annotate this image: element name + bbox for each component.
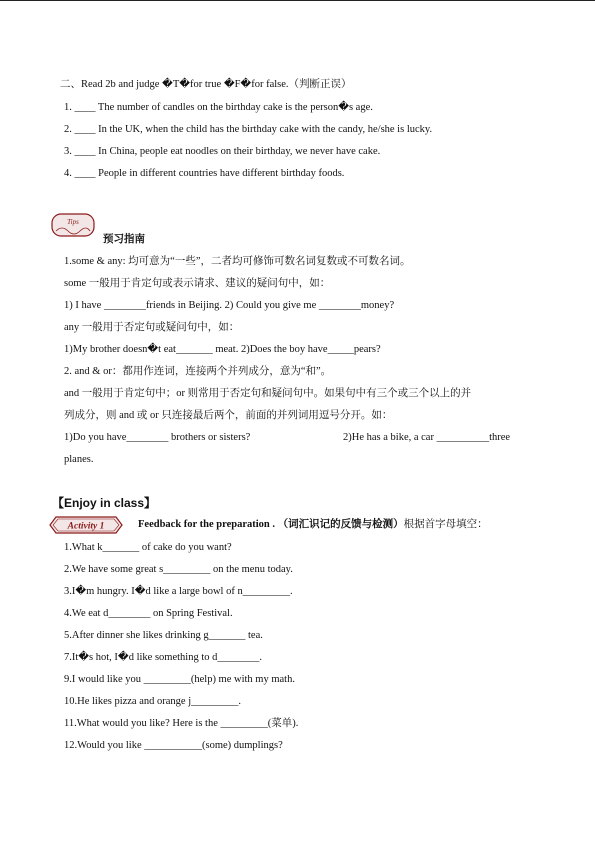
tips-line-3: 1) I have ________friends in Beijing. 2) Could you give me ________money? (64, 300, 395, 311)
enjoy-item-5: 5.After dinner she likes drinking g_______ tea. (64, 630, 263, 641)
tips-line-9a: 1)Do you have________ brothers or sisters? (64, 432, 251, 443)
enjoy-item-4: 4.We eat d________ on Spring Festival. (64, 608, 233, 619)
enjoy-item-10: 10.He likes pizza and orange j_________. (64, 696, 241, 707)
enjoy-item-2: 2.We have some great s_________ on the menu today. (64, 564, 293, 575)
enjoy-item-7: 7.It�s hot, I�d like something to d________. (64, 652, 262, 663)
top-rule (0, 0, 595, 1)
judge-item-4: 4. ____ People in different countries have different birthday foods. (64, 168, 345, 179)
activity-badge-icon (46, 514, 126, 536)
feedback-line (138, 518, 488, 532)
tips-line-1: 1.some & any: 均可意为“一些”，二者均可修饰可数名词复数或不可数名词。 (64, 256, 411, 267)
tips-badge-text: Tips (67, 218, 79, 226)
section2-title: 二、Read 2b and judge �T�for true �F�for false.（判断正误） (60, 79, 352, 90)
feedback-cn-rest: 根据首字母填空： (403, 519, 488, 530)
enjoy-heading: 【Enjoy in class】 (52, 496, 157, 510)
tips-line-6: 2. and & or：都用作连词，连接两个并列成分，意为“和”。 (64, 366, 332, 377)
tips-line-4: any 一般用于否定句或疑问句中，如： (64, 322, 240, 333)
enjoy-item-12: 12.Would you like ___________(some) dumplings? (64, 740, 283, 751)
feedback-title: Feedback for the preparation . (138, 519, 275, 530)
feedback-cn-bold: （词汇识记的反馈与检测） (277, 519, 404, 530)
judge-item-3: 3. ____ In China, people eat noodles on their birthday, we never have cake. (64, 146, 381, 157)
tips-line-2: some 一般用于肯定句或表示请求、建议的疑问句中，如： (64, 278, 331, 289)
activity-badge-text: Activity 1 (67, 521, 105, 532)
enjoy-item-11: 11.What would you like? Here is the _________(菜单). (64, 718, 299, 729)
enjoy-item-9: 9.I would like you _________(help) me with my math. (64, 674, 295, 685)
enjoy-item-1: 1.What k_______ of cake do you want? (64, 542, 232, 553)
tips-badge-icon (50, 211, 96, 239)
judge-item-1: 1. ____ The number of candles on the birthday cake is the person�s age. (64, 102, 373, 113)
tips-line-8: 列成分，则 and 或 or 只连接最后两个，前面的并列词用逗号分开。如： (64, 410, 393, 421)
judge-item-2: 2. ____ In the UK, when the child has the birthday cake with the candy, he/she is lucky. (64, 124, 433, 135)
tips-line-9b: 2)He has a bike, a car __________three (343, 432, 511, 443)
enjoy-item-3: 3.I�m hungry. I�d like a large bowl of n_________. (64, 586, 293, 597)
tips-line-10: planes. (64, 454, 94, 465)
tips-title: 预习指南 (103, 234, 145, 245)
tips-line-5: 1)My brother doesn�t eat_______ meat. 2)Does the boy have_____pears? (64, 344, 381, 355)
tips-line-7: and 一般用于肯定句中；or 则常用于否定句和疑问句中。如果句中有三个或三个以上的并 (64, 388, 472, 399)
